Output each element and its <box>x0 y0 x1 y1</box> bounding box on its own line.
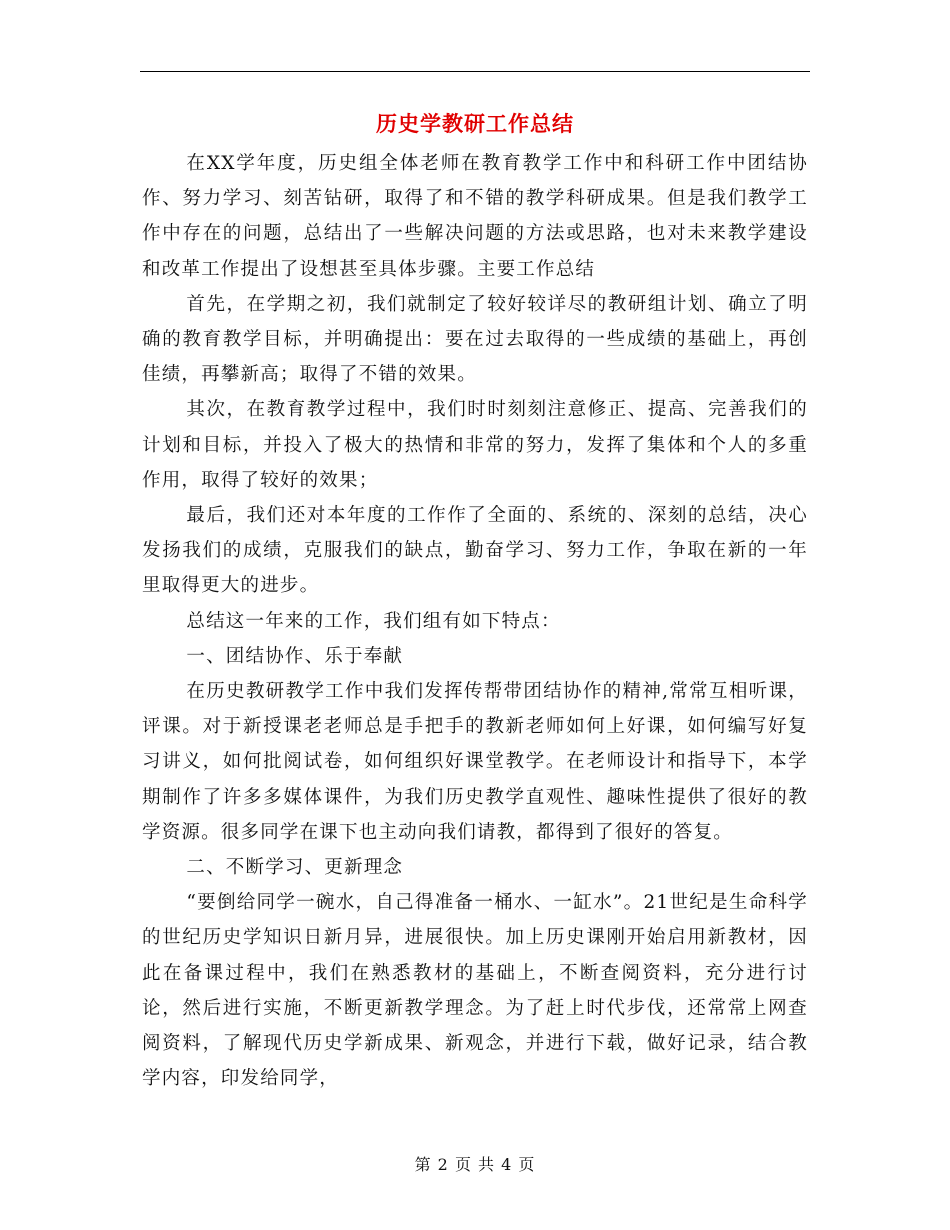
paragraph-summary-lead: 总结这一年来的工作，我们组有如下特点： <box>186 610 561 632</box>
paragraph-intro: 在XX学年度，历史组全体老师在教育教学工作中和科研工作中团结协作、努力学习、刻苦钻研，取得了和不错的教学科研成果。但是我们教学工作中存在的问题，总结出了一些解决问题的方法或思路，也对未来教学建设和改革工作提出了设想甚至具体步骤。主要工作总结 <box>142 153 808 280</box>
header-rule <box>140 71 810 72</box>
page-footer: 第 2 页 共 4 页 <box>414 1155 536 1174</box>
section-heading-2: 二、不断学习、更新理念 <box>186 857 404 879</box>
page-title: 历史学教研工作总结 <box>376 111 574 136</box>
section-heading-1: 一、团结协作、乐于奉献 <box>186 645 404 667</box>
paragraph-second: 其次，在教育教学过程中，我们时时刻刻注意修正、提高、完善我们的计划和目标，并投入了极大的热情和非常的努力，发挥了集体和个人的多重作用，取得了较好的效果； <box>142 399 808 491</box>
paragraph-last: 最后，我们还对本年度的工作作了全面的、系统的、深刻的总结，决心发扬我们的成绩，克服我们的缺点，勤奋学习、努力工作，争取在新的一年里取得更大的进步。 <box>142 505 808 597</box>
document-body <box>142 146 808 1096</box>
paragraph-section-1: 在历史教研教学工作中我们发挥传帮带团结协作的精神,常常互相听课，评课。对于新授课老老师总是手把手的教新老师如何上好课，如何编写好复习讲义，如何批阅试卷，如何组织好课堂教学。在老师设计和指导下，本学期制作了许多多媒体课件，为我们历史教学直观性、趣味性提供了很好的教学资源。很多同学在课下也主动向我们请教，都得到了很好的答复。 <box>142 681 808 843</box>
paragraph-first: 首先，在学期之初，我们就制定了较好较详尽的教研组计划、确立了明确的教育教学目标，并明确提出：要在过去取得的一些成绩的基础上，再创佳绩，再攀新高；取得了不错的效果。 <box>142 293 808 386</box>
paragraph-section-2: “要倒给同学一碗水，自己得准备一桶水、一缸水”。21世纪是生命科学的世纪历史学知识日新月异，进展很快。加上历史课刚开始启用新教材，因此在备课过程中，我们在熟悉教材的基础上，不断查阅资料，充分进行讨论，然后进行实施，不断更新教学理念。为了赶上时代步伐，还常常上网查阅资料，了解现代历史学新成果、新观念，并进行下载，做好记录，结合教学内容，印发给同学， <box>142 892 808 1090</box>
